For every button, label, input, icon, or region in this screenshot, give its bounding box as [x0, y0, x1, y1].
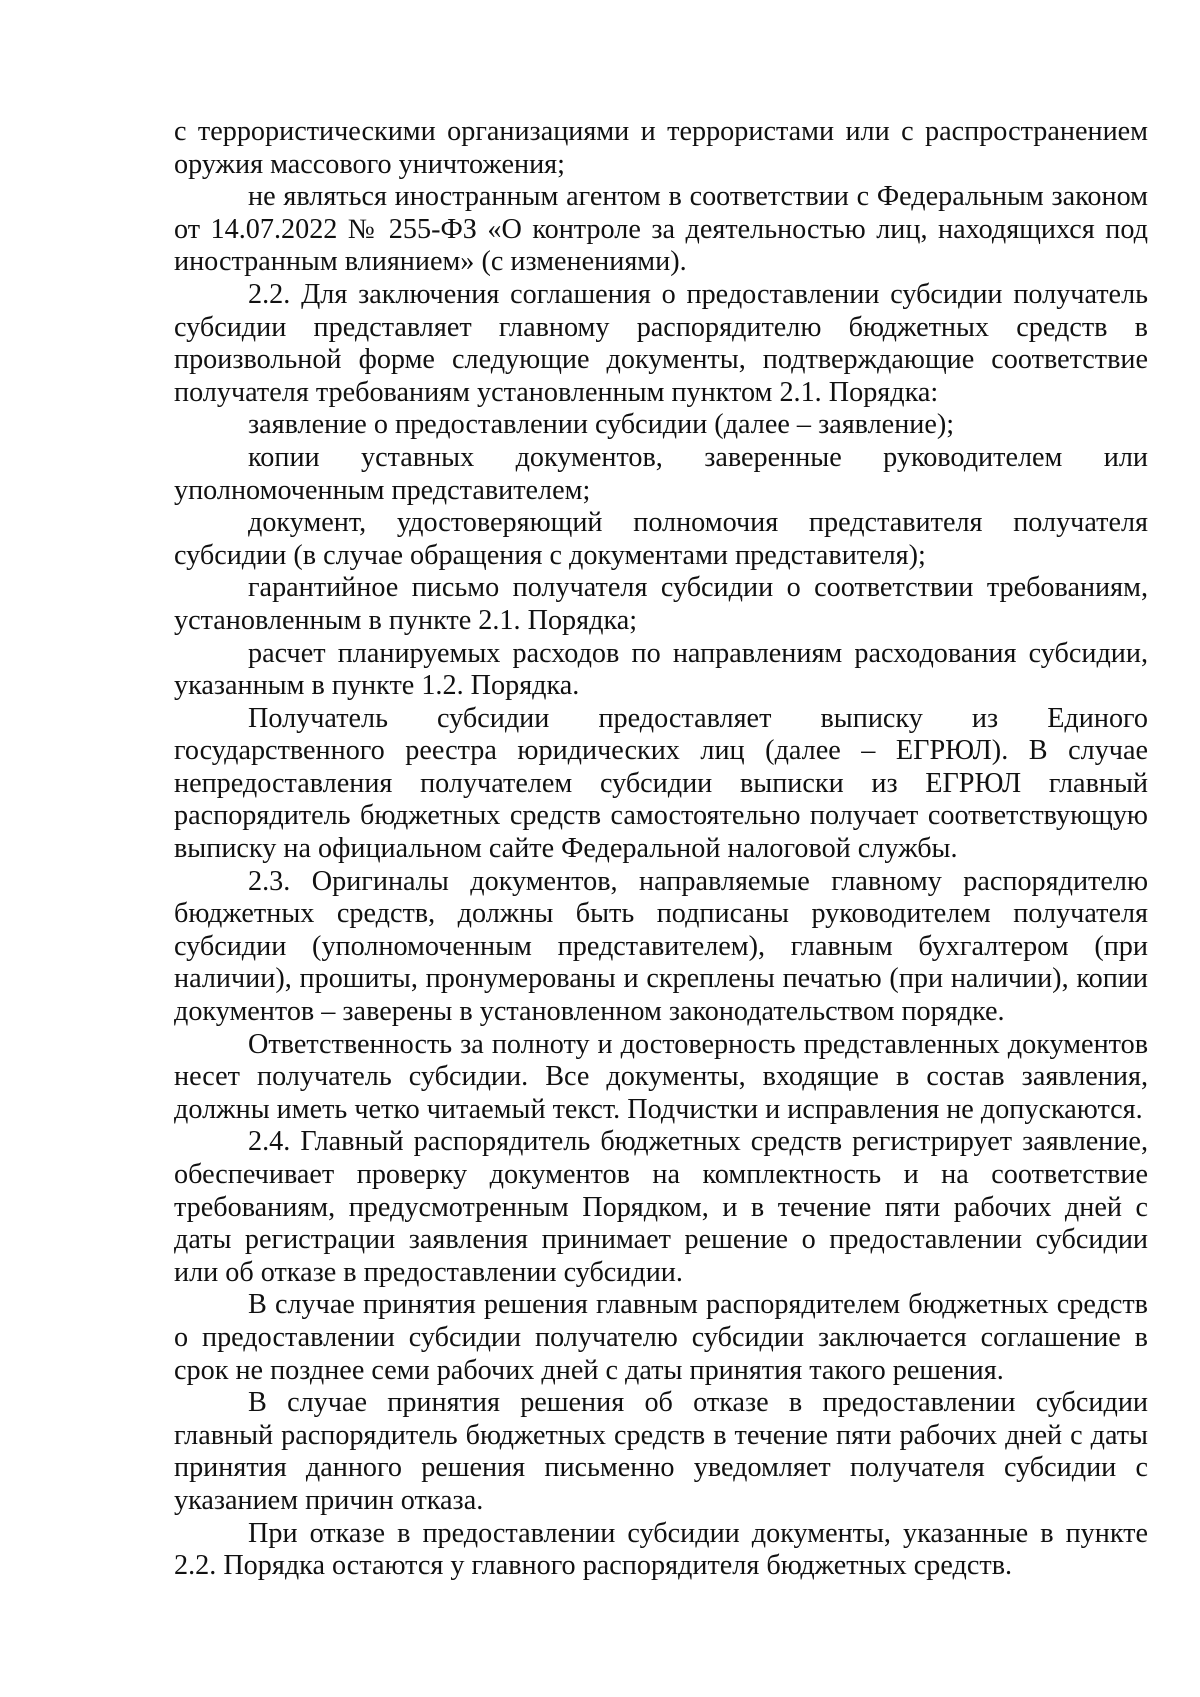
paragraph-foreign-agent: не являться иностранным агентом в соответствии с Федеральным законом от 14.07.2022 № 255-ФЗ «О контроле за деятельностью лиц, находящихся под иностранным влиянием» (с изменениями). [174, 181, 1148, 278]
list-item-application: заявление о предоставлении субсидии (далее – заявление); [248, 409, 955, 441]
paragraph-refusal-documents: При отказе в предоставлении субсидии документы, указанные в пункте 2.2. Порядка остаются у главного распорядителя бюджетных средств. [174, 1517, 1148, 1582]
paragraph-continuation: с террористическими организациями и террористами или с распространением оружия массового уничтожения; [174, 116, 1148, 180]
paragraph-egrul-extract: Получатель субсидии предоставляет выписку из Единого государственного реестра юридических лиц (далее – ЕГРЮЛ). В случае непредоставления получателем субсидии выписки из ЕГРЮЛ главный распорядитель бюджетных средств самостоятельно получает соответствующую выписку на официальном сайте Федеральной налоговой службы. [174, 702, 1148, 865]
document-page [174, 116, 1148, 1583]
paragraph-agreement-decision: В случае принятия решения главным распорядителем бюджетных средств о предоставлении субсидии получателю субсидии заключается соглашение в срок не позднее семи рабочих дней с даты принятия такого решения. [174, 1289, 1148, 1386]
list-item-expense-calculation: расчет планируемых расходов по направлениям расходования субсидии, указанным в пункте 1.2. Порядка. [174, 637, 1148, 702]
paragraph-section-2-4: 2.4. Главный распорядитель бюджетных средств регистрирует заявление, обеспечивает проверку документов на комплектность и на соответствие требованиям, предусмотренным Порядком, и в течение пяти рабочих дней с даты регистрации заявления принимает решение о предоставлении субсидии или об отказе в предоставлении субсидии. [174, 1126, 1148, 1288]
paragraph-section-2-3: 2.3. Оригиналы документов, направляемые главному распорядителю бюджетных средств, должны быть подписаны руководителем получателя субсидии (уполномоченным представителем), главным бухгалтером (при наличии), прошиты, пронумерованы и скреплены печатью (при наличии), копии документов – заверены в установленном законодательством порядке. [174, 865, 1148, 1028]
paragraph-refusal-decision: В случае принятия решения об отказе в предоставлении субсидии главный распорядитель бюджетных средств в течение пяти рабочих дней с даты принятия данного решения письменно уведомляет получателя субсидии с указанием причин отказа. [174, 1387, 1148, 1516]
list-item-authority-document: документ, удостоверяющий полномочия представителя получателя субсидии (в случае обращения с документами представителя); [174, 507, 1148, 571]
list-item-guarantee-letter: гарантийное письмо получателя субсидии о соответствии требованиям, установленным в пункте 2.1. Порядка; [174, 572, 1148, 636]
list-item-charter-copies: копии уставных документов, заверенные руководителем или уполномоченным представителем; [174, 441, 1148, 506]
paragraph-section-2-2: 2.2. Для заключения соглашения о предоставлении субсидии получатель субсидии представляет главному распорядителю бюджетных средств в произвольной форме следующие документы, подтверждающие соответствие получателя требованиям установленным пунктом 2.1. Порядка: [174, 278, 1148, 408]
paragraph-responsibility: Ответственность за полноту и достоверность представленных документов несет получатель субсидии. Все документы, входящие в состав заявления, должны иметь четко читаемый текст. Подчистки и исправления не допускаются. [174, 1028, 1148, 1125]
